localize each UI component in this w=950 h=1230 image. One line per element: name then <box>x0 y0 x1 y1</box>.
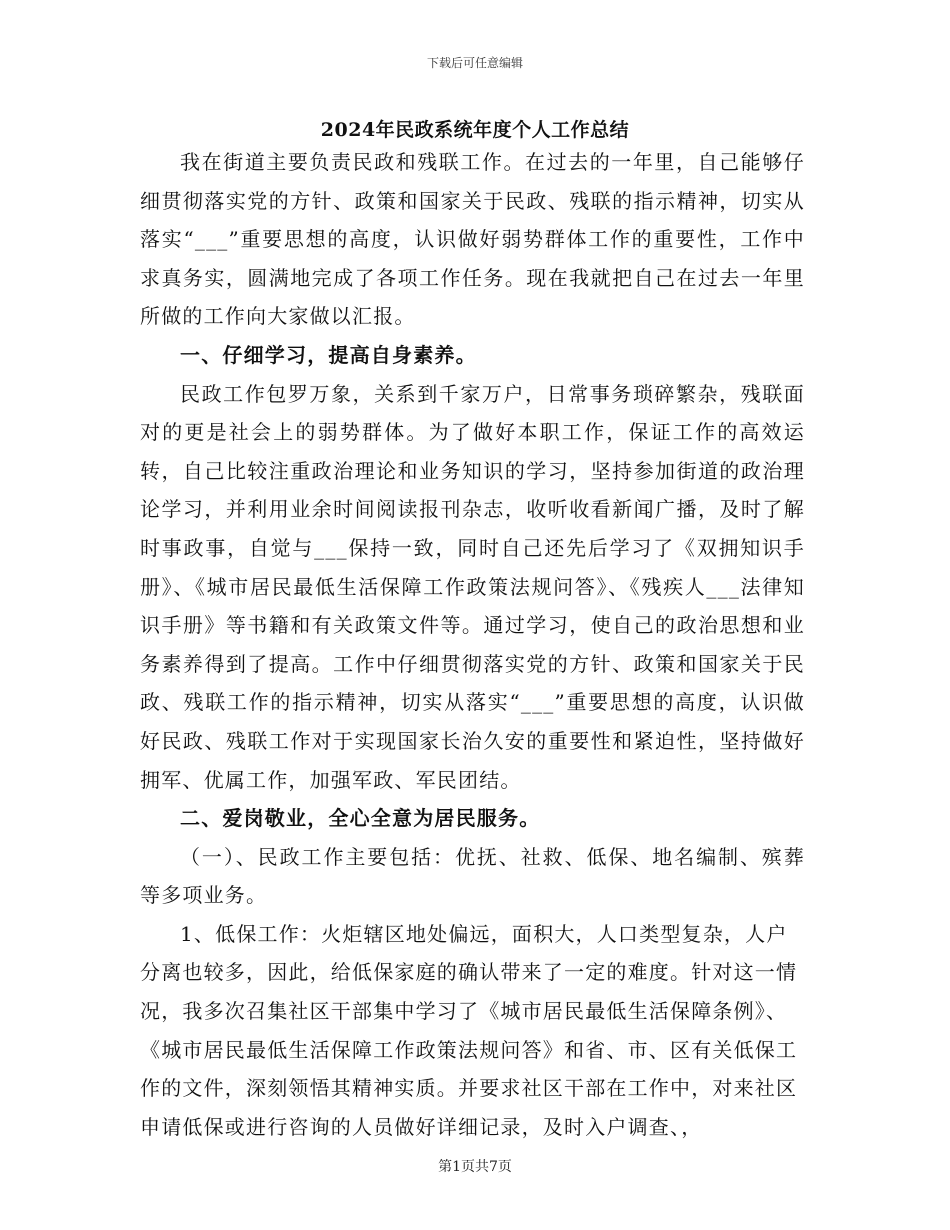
page-footer: 第1页共7页 <box>438 1159 512 1175</box>
section-heading-2: 二、爱岗敬业，全心全意为居民服务。 <box>180 806 541 831</box>
header-note: 下载后可任意编辑 <box>426 56 523 70</box>
section-1-paragraph: 民政工作包罗万象，关系到千家万户，日常事务琐碎繁杂，残联面对的更是社会上的弱势群体。为了做好本职工作，保证工作的高效运转，自己比较注重政治理论和业务知识的学习，坚持参加街道的政治理论学习，并利用业余时间阅读报刊杂志，收听收看新闻广播，及时了解时事政事，自觉与___保持一致，同时自己还先后学习了《双拥知识手册》、《城市居民最低生活保障工作政策法规问答》、《残疾人___法律知识手册》等书籍和有关政策文件等。通过学习，使自己的政治思想和业务素养得到了提高。工作中仔细贯彻落实党的方针、政策和国家关于民政、残联工作的指示精神，切实从落实“___”重要思想的高度，认识做好民政、残联工作对于实现国家长治久安的重要性和紧迫性，坚持做好拥军、优属工作，加强军政、军民团结。 <box>140 381 805 792</box>
document-body <box>140 143 805 1146</box>
document-title: 2024年民政系统年度个人工作总结 <box>320 119 630 141</box>
low-income-paragraph: 1、低保工作：火炬辖区地处偏远，面积大，人口类型复杂，人户分离也较多，因此，给低保家庭的确认带来了一定的难度。针对这一情况，我多次召集社区干部集中学习了《城市居民最低生活保障条例》、《城市居民最低生活保障工作政策法规问答》和省、市、区有关低保工作的文件，深刻领悟其精神实质。并要求社区干部在工作中，对来社区申请低保或进行咨询的人员做好详细记录，及时入户调查、， <box>140 921 798 1139</box>
intro-paragraph: 我在街道主要负责民政和残联工作。在过去的一年里，自己能够仔细贯彻落实党的方针、政策和国家关于民政、残联的指示精神，切实从落实“___”重要思想的高度，认识做好弱势群体工作的重要性，工作中求真务实，圆满地完成了各项工作任务。现在我就把自己在过去一年里所做的工作向大家做以汇报。 <box>140 150 805 329</box>
subsection-paragraph: （一）、民政工作主要包括：优抚、社救、低保、地名编制、殡葬等多项业务。 <box>140 844 805 908</box>
section-heading-1: 一、仔细学习，提高自身素养。 <box>180 342 477 367</box>
